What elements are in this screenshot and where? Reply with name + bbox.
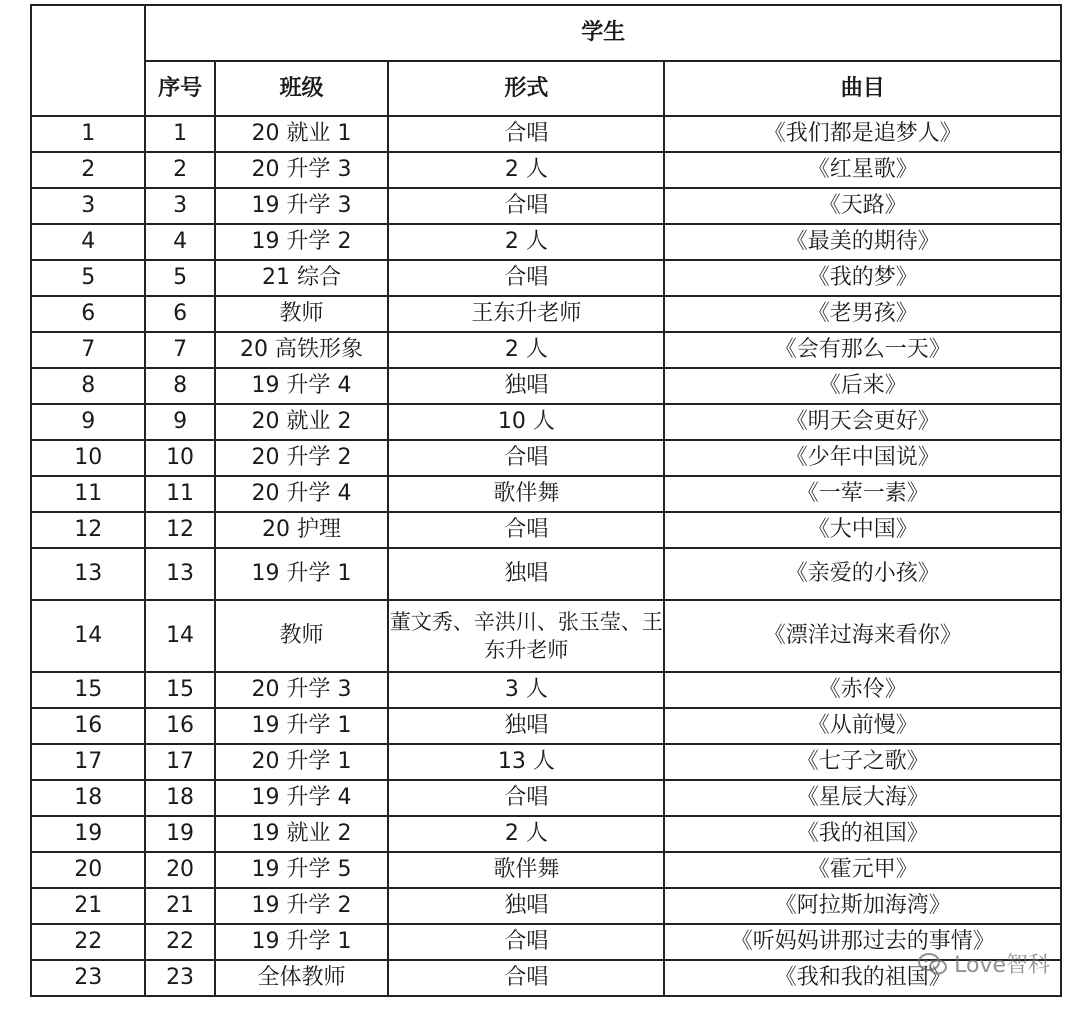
class-cell: 19 就业 2	[215, 816, 389, 852]
form-cell: 王东升老师	[388, 296, 664, 332]
row-number-cell: 1	[31, 116, 145, 152]
table-row	[31, 152, 1061, 188]
class-cell: 全体教师	[215, 960, 389, 996]
form-cell: 合唱	[388, 780, 664, 816]
table-row	[31, 224, 1061, 260]
form-cell: 2 人	[388, 332, 664, 368]
table-row	[31, 600, 1061, 672]
song-cell: 《最美的期待》	[664, 224, 1061, 260]
song-cell: 《大中国》	[664, 512, 1061, 548]
class-cell: 20 就业 1	[215, 116, 389, 152]
table-row	[31, 708, 1061, 744]
row-number-cell: 4	[31, 224, 145, 260]
table-row	[31, 672, 1061, 708]
table-row	[31, 744, 1061, 780]
table-row	[31, 260, 1061, 296]
form-cell: 合唱	[388, 116, 664, 152]
song-cell: 《一荤一素》	[664, 476, 1061, 512]
seq-cell: 8	[145, 368, 214, 404]
song-cell: 《明天会更好》	[664, 404, 1061, 440]
table-row	[31, 296, 1061, 332]
table-row	[31, 816, 1061, 852]
form-cell: 独唱	[388, 368, 664, 404]
seq-cell: 13	[145, 548, 214, 600]
class-cell: 教师	[215, 296, 389, 332]
song-cell: 《会有那么一天》	[664, 332, 1061, 368]
song-cell: 《七子之歌》	[664, 744, 1061, 780]
class-cell: 19 升学 2	[215, 888, 389, 924]
row-number-cell: 15	[31, 672, 145, 708]
table-row	[31, 852, 1061, 888]
table-row	[31, 116, 1061, 152]
class-cell: 21 综合	[215, 260, 389, 296]
class-cell: 20 护理	[215, 512, 389, 548]
form-cell: 2 人	[388, 224, 664, 260]
form-cell: 2 人	[388, 816, 664, 852]
song-cell: 《我们都是追梦人》	[664, 116, 1061, 152]
row-number-cell: 10	[31, 440, 145, 476]
form-cell: 董文秀、辛洪川、张玉莹、王东升老师	[388, 600, 664, 672]
class-cell: 教师	[215, 600, 389, 672]
seq-cell: 16	[145, 708, 214, 744]
song-cell: 《少年中国说》	[664, 440, 1061, 476]
group-header-students: 学生	[145, 5, 1061, 61]
seq-cell: 1	[145, 116, 214, 152]
seq-cell: 4	[145, 224, 214, 260]
form-cell: 歌伴舞	[388, 476, 664, 512]
seq-cell: 11	[145, 476, 214, 512]
song-cell: 《从前慢》	[664, 708, 1061, 744]
column-header-song: 曲目	[664, 61, 1061, 116]
class-cell: 19 升学 4	[215, 368, 389, 404]
form-cell: 10 人	[388, 404, 664, 440]
form-cell: 13 人	[388, 744, 664, 780]
song-cell: 《红星歌》	[664, 152, 1061, 188]
form-cell: 合唱	[388, 924, 664, 960]
row-number-cell: 12	[31, 512, 145, 548]
wechat-icon	[918, 952, 948, 976]
table-row	[31, 440, 1061, 476]
form-cell: 合唱	[388, 260, 664, 296]
seq-cell: 6	[145, 296, 214, 332]
row-number-cell: 11	[31, 476, 145, 512]
form-cell: 合唱	[388, 512, 664, 548]
song-cell: 《天路》	[664, 188, 1061, 224]
table-row	[31, 476, 1061, 512]
song-cell: 《我的祖国》	[664, 816, 1061, 852]
column-header-class: 班级	[215, 61, 389, 116]
seq-cell: 18	[145, 780, 214, 816]
row-number-cell: 16	[31, 708, 145, 744]
program-table-container	[30, 4, 1062, 997]
table-row	[31, 404, 1061, 440]
form-cell: 独唱	[388, 888, 664, 924]
seq-cell: 12	[145, 512, 214, 548]
seq-cell: 10	[145, 440, 214, 476]
class-cell: 20 就业 2	[215, 404, 389, 440]
row-number-cell: 8	[31, 368, 145, 404]
class-cell: 19 升学 1	[215, 924, 389, 960]
seq-cell: 17	[145, 744, 214, 780]
seq-cell: 7	[145, 332, 214, 368]
class-cell: 20 升学 4	[215, 476, 389, 512]
class-cell: 19 升学 1	[215, 548, 389, 600]
row-number-cell: 14	[31, 600, 145, 672]
class-cell: 20 升学 3	[215, 672, 389, 708]
class-cell: 19 升学 3	[215, 188, 389, 224]
song-cell: 《听妈妈讲那过去的事情》	[664, 924, 1061, 960]
class-cell: 20 升学 2	[215, 440, 389, 476]
column-header-form: 形式	[388, 61, 664, 116]
seq-cell: 21	[145, 888, 214, 924]
seq-cell: 23	[145, 960, 214, 996]
table-row	[31, 888, 1061, 924]
seq-cell: 22	[145, 924, 214, 960]
table-row	[31, 780, 1061, 816]
form-cell: 3 人	[388, 672, 664, 708]
seq-cell: 15	[145, 672, 214, 708]
row-number-cell: 9	[31, 404, 145, 440]
program-table	[30, 4, 1062, 997]
row-number-cell: 5	[31, 260, 145, 296]
class-cell: 20 升学 3	[215, 152, 389, 188]
row-number-cell: 21	[31, 888, 145, 924]
row-number-cell: 6	[31, 296, 145, 332]
blank-corner-cell	[31, 5, 145, 116]
class-cell: 19 升学 2	[215, 224, 389, 260]
table-row	[31, 512, 1061, 548]
row-number-cell: 13	[31, 548, 145, 600]
seq-cell: 3	[145, 188, 214, 224]
form-cell: 合唱	[388, 188, 664, 224]
song-cell: 《老男孩》	[664, 296, 1061, 332]
song-cell: 《后来》	[664, 368, 1061, 404]
form-cell: 歌伴舞	[388, 852, 664, 888]
class-cell: 19 升学 1	[215, 708, 389, 744]
form-cell: 合唱	[388, 960, 664, 996]
table-row	[31, 960, 1061, 996]
table-body	[31, 116, 1061, 996]
watermark	[918, 948, 1050, 979]
table-row	[31, 548, 1061, 600]
row-number-cell: 19	[31, 816, 145, 852]
song-cell: 《我的梦》	[664, 260, 1061, 296]
row-number-cell: 2	[31, 152, 145, 188]
song-cell: 《星辰大海》	[664, 780, 1061, 816]
class-cell: 20 升学 1	[215, 744, 389, 780]
table-row	[31, 368, 1061, 404]
song-cell: 《漂洋过海来看你》	[664, 600, 1061, 672]
seq-cell: 20	[145, 852, 214, 888]
seq-cell: 2	[145, 152, 214, 188]
song-cell: 《我和我的祖国》	[664, 960, 1061, 996]
seq-cell: 5	[145, 260, 214, 296]
row-number-cell: 20	[31, 852, 145, 888]
form-cell: 2 人	[388, 152, 664, 188]
row-number-cell: 22	[31, 924, 145, 960]
class-cell: 20 高铁形象	[215, 332, 389, 368]
song-cell: 《霍元甲》	[664, 852, 1061, 888]
class-cell: 19 升学 5	[215, 852, 389, 888]
form-cell: 独唱	[388, 548, 664, 600]
song-cell: 《亲爱的小孩》	[664, 548, 1061, 600]
song-cell: 《赤伶》	[664, 672, 1061, 708]
form-cell: 独唱	[388, 708, 664, 744]
column-header-seq: 序号	[145, 61, 214, 116]
seq-cell: 19	[145, 816, 214, 852]
form-cell: 合唱	[388, 440, 664, 476]
watermark-text: Love智科	[954, 953, 1050, 978]
table-row	[31, 188, 1061, 224]
row-number-cell: 3	[31, 188, 145, 224]
seq-cell: 14	[145, 600, 214, 672]
song-cell: 《阿拉斯加海湾》	[664, 888, 1061, 924]
seq-cell: 9	[145, 404, 214, 440]
row-number-cell: 18	[31, 780, 145, 816]
row-number-cell: 17	[31, 744, 145, 780]
row-number-cell: 7	[31, 332, 145, 368]
class-cell: 19 升学 4	[215, 780, 389, 816]
row-number-cell: 23	[31, 960, 145, 996]
table-row	[31, 332, 1061, 368]
table-row	[31, 924, 1061, 960]
